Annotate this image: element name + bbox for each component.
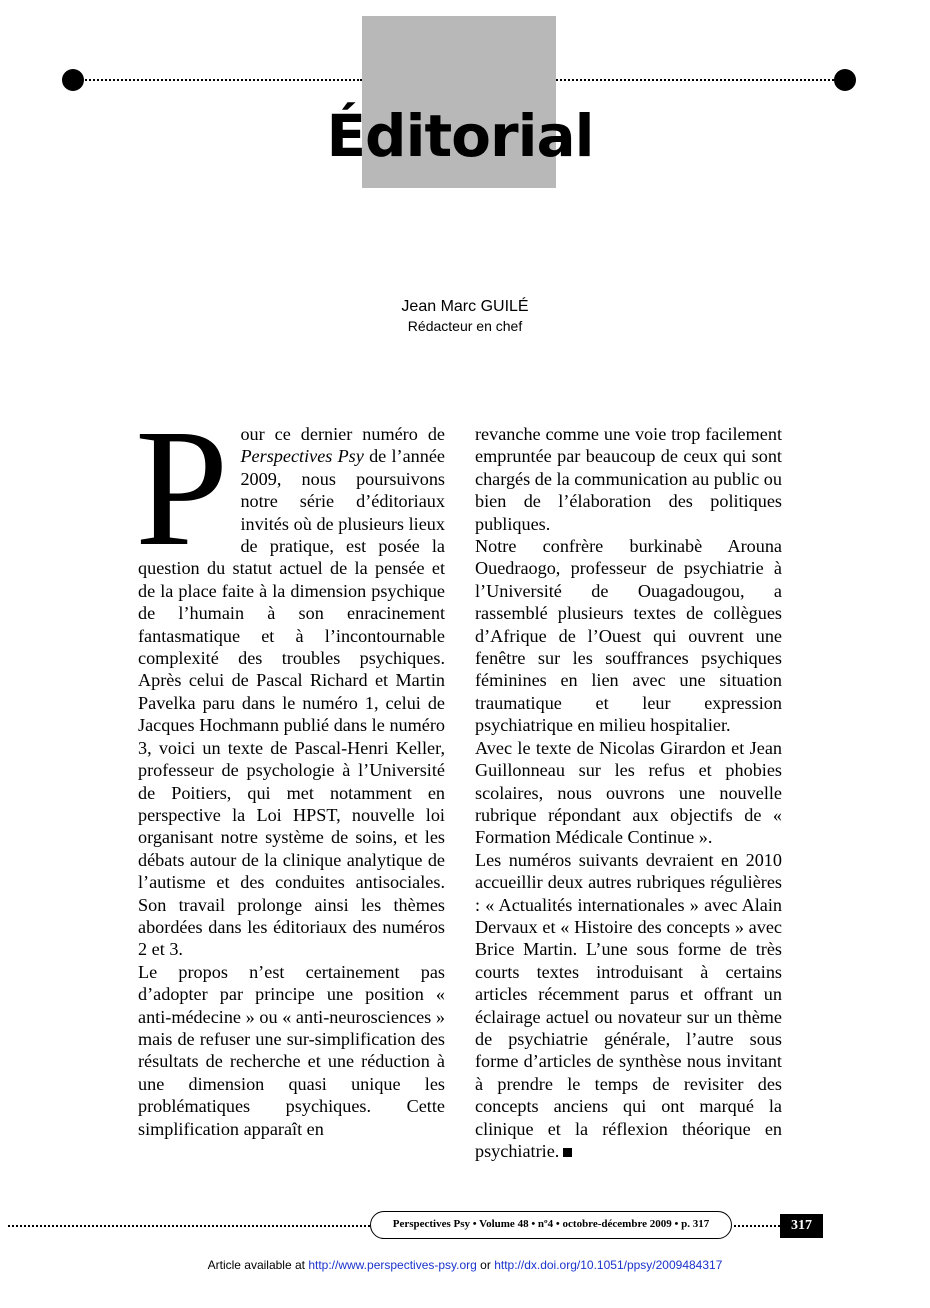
availability-separator: or	[476, 1258, 495, 1272]
drop-cap: P	[135, 395, 229, 581]
footer-dotted-rule-left	[8, 1225, 370, 1227]
paragraph-text: de l’année 2009, nous poursuivons notre série d’éditoriaux invités où de plusieurs lieux de pratique, est posée la question du statut actuel de la pensée et de la place faite à la dimension psychique de l’humain à son enracinement fantasmatique et à l’incontournable complexité des troubles psychiques. Après celui de Pascal Richard et Martin Pavelka paru dans le numéro 1, celui de Jacques Hochmann publié dans le numéro 3, voici un texte de Pascal-Henri Keller, professeur de psychologie à l’Université de Poitiers, qui met notamment en perspective la Loi HPST, nouvelle loi organisant notre système de soins, et les débats autour de la clinique analytique de l’autisme et des conduites antisociales. Son travail prolonge ainsi les thèmes abordées dans les éditoriaux des numéros 2 et 3.	[138, 446, 445, 960]
header-dotted-rule-right	[556, 79, 838, 81]
paragraph: Notre confrère burkinabè Arouna Ouedraogo, professeur de psychiatrie à l’Université de Ouagadougou, a rassemblé plusieurs textes de collègues d’Afrique de l’Ouest qui ouvrent une fenêtre sur les souffrances psychiques féminines en lien avec une situation traumatique et leur expression psychiatrique en milieu hospitalier.	[475, 536, 782, 736]
paragraph: revanche comme une voie trop facilement empruntée par beaucoup de ceux qui sont chargés de la communication au public ou bien de l’élaboration des politiques publiques.	[475, 424, 782, 534]
paragraph-text: Les numéros suivants devraient en 2010 accueillir deux autres rubriques régulières : « Actualités internationales » avec Alain Dervaux et « Histoire des concepts » avec Brice Martin. L’une sous forme de très courts textes introduisant à certains articles récemment parus et offrant un éclairage actuel ou novateur sur un thème de psychiatrie générale, l’autre sous forme d’articles de synthèse nous invitant à prendre le temps de revisiter des concepts anciens qui ont marqué la clinique et la réflexion théorique en psychiatrie.	[475, 849, 782, 1161]
journal-reference: Perspectives Psy • Volume 48 • nº4 • octobre-décembre 2009 • p. 317	[370, 1211, 732, 1239]
author-name: Jean Marc GUILÉ	[401, 298, 529, 315]
journal-website-link[interactable]: http://www.perspectives-psy.org	[308, 1258, 477, 1272]
availability-note	[0, 1258, 930, 1272]
article-column-left	[135, 395, 445, 1162]
section-title: Éditorial	[326, 102, 594, 170]
doi-link[interactable]: http://dx.doi.org/10.1051/ppsy/2009484317	[494, 1258, 723, 1272]
paragraph-text: our ce dernier numéro de	[240, 424, 445, 444]
journal-name: Perspectives Psy	[240, 446, 364, 467]
end-of-article-square-icon	[563, 1148, 572, 1157]
availability-prefix: Article available at	[207, 1258, 309, 1272]
article-column-right	[475, 423, 782, 1162]
author-role: Rédacteur en chef	[407, 318, 523, 334]
header-dotted-rule-left	[78, 79, 362, 81]
paragraph: Le propos n’est certainement pas d’adopter par principe une position « anti-médecine » ou « anti-neurosciences » mais de refuser une sur-simplification des résultats de recherche et une réduction à une dimension quasi unique les problématiques psychiques. Cette simplification apparaît en	[138, 961, 445, 1139]
paragraph: Avec le texte de Nicolas Girardon et Jean Guillonneau sur les refus et phobies scolaires, nous ouvrons une nouvelle rubrique répondant aux objectifs de « Formation Médicale Continue ».	[475, 737, 782, 848]
page-number-badge: 317	[780, 1214, 823, 1238]
footer-dotted-rule-right	[734, 1225, 780, 1227]
paragraph	[475, 849, 782, 1163]
article-body	[135, 395, 782, 1162]
paragraph	[135, 395, 445, 961]
header-right-dot	[834, 69, 856, 91]
